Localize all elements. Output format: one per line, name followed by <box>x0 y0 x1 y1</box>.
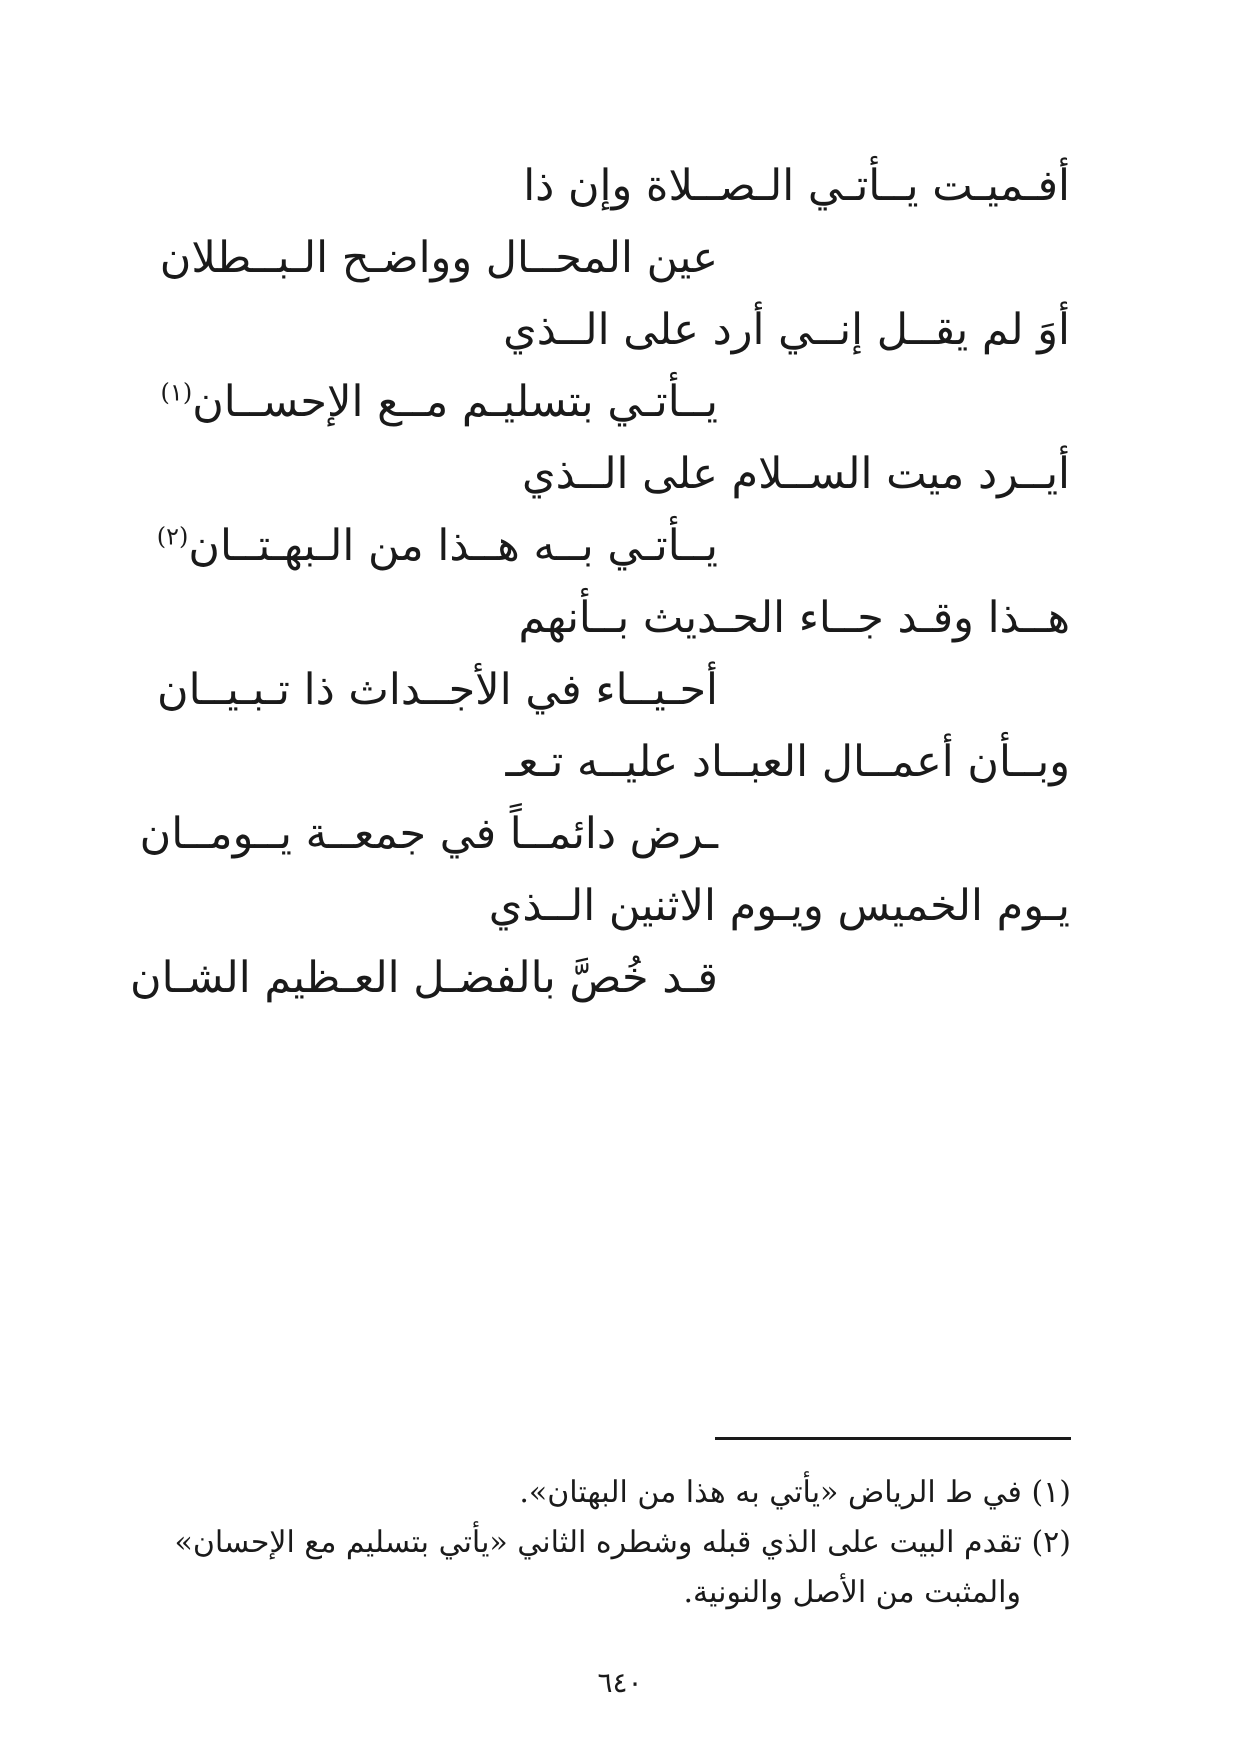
footnote-text-1: في ط الرياض «يأتي به هذا من البهتان». <box>519 1475 1022 1510</box>
verse-line-3: أوَ لم يقــل إنــي أرد على الــذي <box>503 305 1070 355</box>
verse-line-10: ـرض دائمــاً في جمعــة يــومــان <box>139 809 718 859</box>
footnote-ref-1: (١) <box>160 378 193 407</box>
verse-line-6: يــأتـي بــه هــذا من الـبهـتــان$^{(٢)}$ <box>156 521 718 571</box>
verse-line-5: أيــرد ميت الســلام على الــذي <box>522 449 1070 499</box>
footnotes <box>150 1468 1071 1618</box>
verse-line-4: يــأتـي بتسليـم مــع الإحســان$^{(١)}$ <box>160 377 718 427</box>
page-number: ٦٤٠ <box>597 1666 643 1699</box>
footnote-marker-2: (٢) <box>1031 1525 1071 1560</box>
footnote-2 <box>150 1518 1071 1568</box>
poem <box>130 150 1070 1014</box>
verse-line-2: عين المحــال وواضـح الـبــطلان <box>159 233 718 283</box>
footnote-separator <box>715 1437 1071 1440</box>
footnote-ref-2: (٢) <box>156 522 189 551</box>
footnote-text-2: تقدم البيت على الذي قبله وشطره الثاني «يأتي بتسليم مع الإحسان» <box>174 1525 1022 1560</box>
verse-line-8: أحـيــاء في الأجــداث ذا تـبـيــان <box>156 665 718 715</box>
verse-line-7: هــذا وقـد جــاء الحـديث بــأنهم <box>518 593 1070 643</box>
footnote-2-continuation: والمثبت من الأصل والنونية. <box>683 1575 1021 1610</box>
footnote-marker-1: (١) <box>1031 1475 1071 1510</box>
verse-line-11: يـوم الخميس ويـوم الاثنين الــذي <box>488 881 1070 931</box>
verse-line-12: قـد خُصَّ بالفضـل العـظيم الشـان <box>130 953 718 1003</box>
verse-line-9: وبــأن أعمــال العبــاد عليــه تـعـ <box>505 737 1070 787</box>
verse-line-1: أفـميـت يــأتـي الـصــلاة وإن ذا <box>523 161 1070 211</box>
footnote-1 <box>150 1468 1071 1518</box>
